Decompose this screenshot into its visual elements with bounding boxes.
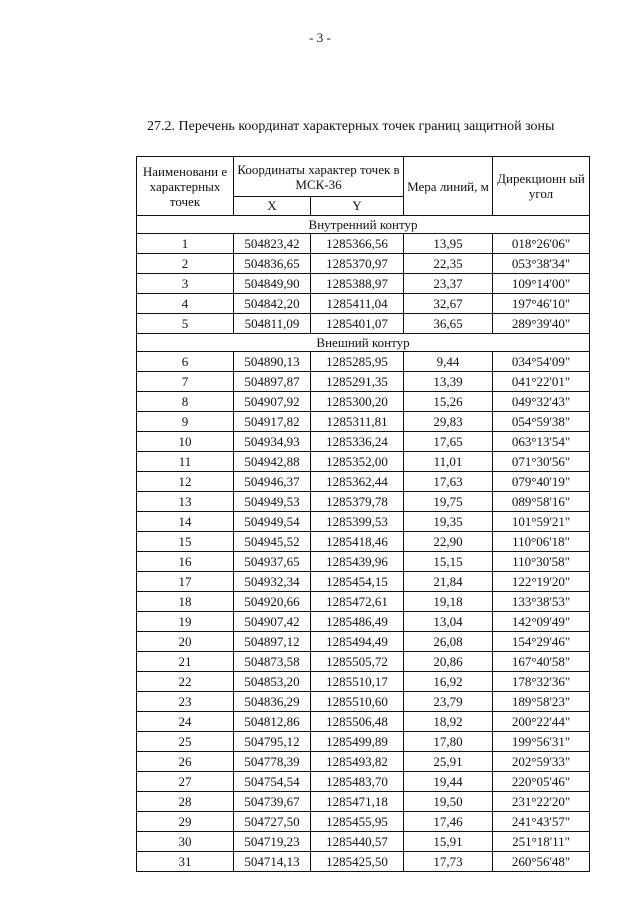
cell-point-number: 28 bbox=[137, 792, 234, 812]
table-row bbox=[137, 652, 590, 672]
cell-direction-angle: 260°56'48" bbox=[493, 852, 590, 872]
header-line-length: Мера линий, м bbox=[404, 157, 493, 216]
cell-point-number: 10 bbox=[137, 432, 234, 452]
cell-x: 504920,66 bbox=[234, 592, 311, 612]
table-row bbox=[137, 432, 590, 452]
cell-y: 1285352,00 bbox=[311, 452, 404, 472]
cell-y: 1285300,20 bbox=[311, 392, 404, 412]
table-row bbox=[137, 492, 590, 512]
cell-x: 504836,65 bbox=[234, 254, 311, 274]
cell-line-length: 22,90 bbox=[404, 532, 493, 552]
cell-point-number: 1 bbox=[137, 234, 234, 254]
cell-point-number: 30 bbox=[137, 832, 234, 852]
table-row bbox=[137, 532, 590, 552]
table-row bbox=[137, 672, 590, 692]
cell-point-number: 8 bbox=[137, 392, 234, 412]
cell-x: 504739,67 bbox=[234, 792, 311, 812]
cell-point-number: 3 bbox=[137, 274, 234, 294]
cell-direction-angle: 110°06'18" bbox=[493, 532, 590, 552]
cell-line-length: 29,83 bbox=[404, 412, 493, 432]
cell-point-number: 7 bbox=[137, 372, 234, 392]
section-row bbox=[137, 334, 590, 352]
table-caption: 27.2. Перечень координат характерных точек границ защитной зоны bbox=[147, 119, 555, 134]
cell-x: 504907,42 bbox=[234, 612, 311, 632]
cell-direction-angle: 167°40'58" bbox=[493, 652, 590, 672]
cell-x: 504907,92 bbox=[234, 392, 311, 412]
cell-line-length: 21,84 bbox=[404, 572, 493, 592]
cell-direction-angle: 054°59'38" bbox=[493, 412, 590, 432]
cell-line-length: 18,92 bbox=[404, 712, 493, 732]
cell-point-number: 23 bbox=[137, 692, 234, 712]
cell-point-number: 24 bbox=[137, 712, 234, 732]
cell-y: 1285285,95 bbox=[311, 352, 404, 372]
cell-direction-angle: 220°05'46" bbox=[493, 772, 590, 792]
cell-y: 1285311,81 bbox=[311, 412, 404, 432]
table-row bbox=[137, 752, 590, 772]
cell-line-length: 19,35 bbox=[404, 512, 493, 532]
cell-y: 1285401,07 bbox=[311, 314, 404, 334]
section-title: Внутренний контур bbox=[137, 216, 590, 234]
table-row bbox=[137, 812, 590, 832]
cell-point-number: 18 bbox=[137, 592, 234, 612]
table-row bbox=[137, 392, 590, 412]
cell-line-length: 22,35 bbox=[404, 254, 493, 274]
cell-direction-angle: 049°32'43" bbox=[493, 392, 590, 412]
table-row bbox=[137, 412, 590, 432]
cell-y: 1285494,49 bbox=[311, 632, 404, 652]
cell-direction-angle: 109°14'00" bbox=[493, 274, 590, 294]
cell-line-length: 17,46 bbox=[404, 812, 493, 832]
cell-point-number: 9 bbox=[137, 412, 234, 432]
cell-line-length: 17,65 bbox=[404, 432, 493, 452]
cell-point-number: 27 bbox=[137, 772, 234, 792]
cell-direction-angle: 142°09'49" bbox=[493, 612, 590, 632]
cell-point-number: 4 bbox=[137, 294, 234, 314]
cell-point-number: 15 bbox=[137, 532, 234, 552]
cell-line-length: 23,37 bbox=[404, 274, 493, 294]
cell-y: 1285362,44 bbox=[311, 472, 404, 492]
table-row bbox=[137, 234, 590, 254]
table-row bbox=[137, 612, 590, 632]
cell-y: 1285379,78 bbox=[311, 492, 404, 512]
cell-line-length: 15,91 bbox=[404, 832, 493, 852]
cell-direction-angle: 189°58'23" bbox=[493, 692, 590, 712]
cell-line-length: 20,86 bbox=[404, 652, 493, 672]
cell-line-length: 19,50 bbox=[404, 792, 493, 812]
table-row bbox=[137, 472, 590, 492]
cell-y: 1285399,53 bbox=[311, 512, 404, 532]
cell-line-length: 17,73 bbox=[404, 852, 493, 872]
cell-direction-angle: 101°59'21" bbox=[493, 512, 590, 532]
header-x: X bbox=[234, 197, 311, 216]
cell-direction-angle: 133°38'53" bbox=[493, 592, 590, 612]
cell-y: 1285388,97 bbox=[311, 274, 404, 294]
page-number: - 3 - bbox=[309, 30, 331, 45]
cell-line-length: 13,95 bbox=[404, 234, 493, 254]
cell-point-number: 17 bbox=[137, 572, 234, 592]
cell-y: 1285506,48 bbox=[311, 712, 404, 732]
table-row bbox=[137, 274, 590, 294]
table-row bbox=[137, 314, 590, 334]
table-row bbox=[137, 552, 590, 572]
cell-x: 504836,29 bbox=[234, 692, 311, 712]
cell-direction-angle: 178°32'36" bbox=[493, 672, 590, 692]
cell-y: 1285510,60 bbox=[311, 692, 404, 712]
table-row bbox=[137, 832, 590, 852]
cell-line-length: 36,65 bbox=[404, 314, 493, 334]
section-row bbox=[137, 216, 590, 234]
cell-y: 1285472,61 bbox=[311, 592, 404, 612]
cell-x: 504842,20 bbox=[234, 294, 311, 314]
cell-direction-angle: 034°54'09" bbox=[493, 352, 590, 372]
cell-point-number: 29 bbox=[137, 812, 234, 832]
cell-point-number: 31 bbox=[137, 852, 234, 872]
cell-direction-angle: 079°40'19" bbox=[493, 472, 590, 492]
cell-y: 1285486,49 bbox=[311, 612, 404, 632]
cell-line-length: 32,67 bbox=[404, 294, 493, 314]
cell-line-length: 9,44 bbox=[404, 352, 493, 372]
cell-x: 504714,13 bbox=[234, 852, 311, 872]
table-row bbox=[137, 712, 590, 732]
cell-direction-angle: 251°18'11" bbox=[493, 832, 590, 852]
cell-y: 1285336,24 bbox=[311, 432, 404, 452]
cell-point-number: 13 bbox=[137, 492, 234, 512]
cell-point-number: 14 bbox=[137, 512, 234, 532]
cell-line-length: 17,80 bbox=[404, 732, 493, 752]
table-row bbox=[137, 254, 590, 274]
cell-x: 504853,20 bbox=[234, 672, 311, 692]
cell-direction-angle: 122°19'20" bbox=[493, 572, 590, 592]
cell-direction-angle: 041°22'01" bbox=[493, 372, 590, 392]
cell-line-length: 13,39 bbox=[404, 372, 493, 392]
cell-x: 504778,39 bbox=[234, 752, 311, 772]
cell-y: 1285455,95 bbox=[311, 812, 404, 832]
cell-point-number: 11 bbox=[137, 452, 234, 472]
cell-point-number: 25 bbox=[137, 732, 234, 752]
cell-line-length: 25,91 bbox=[404, 752, 493, 772]
cell-y: 1285370,97 bbox=[311, 254, 404, 274]
cell-line-length: 19,75 bbox=[404, 492, 493, 512]
table-row bbox=[137, 572, 590, 592]
cell-line-length: 17,63 bbox=[404, 472, 493, 492]
cell-direction-angle: 289°39'40" bbox=[493, 314, 590, 334]
cell-direction-angle: 018°26'06" bbox=[493, 234, 590, 254]
table-row bbox=[137, 372, 590, 392]
cell-y: 1285499,89 bbox=[311, 732, 404, 752]
header-coordinates: Координаты характер точек в МСК-36 bbox=[234, 157, 404, 197]
cell-line-length: 23,79 bbox=[404, 692, 493, 712]
table-row bbox=[137, 512, 590, 532]
cell-point-number: 26 bbox=[137, 752, 234, 772]
cell-direction-angle: 197°46'10" bbox=[493, 294, 590, 314]
cell-point-number: 5 bbox=[137, 314, 234, 334]
header-direction-angle: Дирекционн ый угол bbox=[493, 157, 590, 216]
cell-x: 504949,53 bbox=[234, 492, 311, 512]
cell-line-length: 26,08 bbox=[404, 632, 493, 652]
cell-direction-angle: 154°29'46" bbox=[493, 632, 590, 652]
table-row bbox=[137, 732, 590, 752]
cell-line-length: 15,26 bbox=[404, 392, 493, 412]
table-row bbox=[137, 352, 590, 372]
cell-x: 504932,34 bbox=[234, 572, 311, 592]
table-row bbox=[137, 852, 590, 872]
header-point-name: Наименовани е характерных точек bbox=[137, 157, 234, 216]
cell-y: 1285418,46 bbox=[311, 532, 404, 552]
table-row bbox=[137, 792, 590, 812]
table-row bbox=[137, 632, 590, 652]
cell-y: 1285425,50 bbox=[311, 852, 404, 872]
cell-direction-angle: 110°30'58" bbox=[493, 552, 590, 572]
cell-y: 1285454,15 bbox=[311, 572, 404, 592]
cell-x: 504890,13 bbox=[234, 352, 311, 372]
header-y: Y bbox=[311, 197, 404, 216]
cell-direction-angle: 200°22'44" bbox=[493, 712, 590, 732]
cell-y: 1285439,96 bbox=[311, 552, 404, 572]
cell-y: 1285471,18 bbox=[311, 792, 404, 812]
cell-x: 504754,54 bbox=[234, 772, 311, 792]
cell-x: 504719,23 bbox=[234, 832, 311, 852]
cell-point-number: 16 bbox=[137, 552, 234, 572]
cell-x: 504849,90 bbox=[234, 274, 311, 294]
cell-y: 1285440,57 bbox=[311, 832, 404, 852]
cell-y: 1285411,04 bbox=[311, 294, 404, 314]
cell-y: 1285493,82 bbox=[311, 752, 404, 772]
table-row bbox=[137, 592, 590, 612]
cell-y: 1285505,72 bbox=[311, 652, 404, 672]
cell-direction-angle: 089°58'16" bbox=[493, 492, 590, 512]
table-row bbox=[137, 294, 590, 314]
cell-point-number: 21 bbox=[137, 652, 234, 672]
cell-x: 504945,52 bbox=[234, 532, 311, 552]
cell-x: 504946,37 bbox=[234, 472, 311, 492]
cell-x: 504942,88 bbox=[234, 452, 311, 472]
cell-x: 504727,50 bbox=[234, 812, 311, 832]
cell-line-length: 19,18 bbox=[404, 592, 493, 612]
cell-x: 504812,86 bbox=[234, 712, 311, 732]
cell-line-length: 15,15 bbox=[404, 552, 493, 572]
table-row bbox=[137, 772, 590, 792]
cell-line-length: 19,44 bbox=[404, 772, 493, 792]
table-row bbox=[137, 452, 590, 472]
cell-x: 504937,65 bbox=[234, 552, 311, 572]
cell-point-number: 19 bbox=[137, 612, 234, 632]
cell-point-number: 20 bbox=[137, 632, 234, 652]
cell-x: 504873,58 bbox=[234, 652, 311, 672]
cell-direction-angle: 071°30'56" bbox=[493, 452, 590, 472]
cell-direction-angle: 231°22'20" bbox=[493, 792, 590, 812]
cell-x: 504897,12 bbox=[234, 632, 311, 652]
cell-line-length: 13,04 bbox=[404, 612, 493, 632]
cell-x: 504811,09 bbox=[234, 314, 311, 334]
cell-direction-angle: 053°38'34" bbox=[493, 254, 590, 274]
cell-point-number: 12 bbox=[137, 472, 234, 492]
cell-y: 1285291,35 bbox=[311, 372, 404, 392]
cell-direction-angle: 241°43'57" bbox=[493, 812, 590, 832]
cell-direction-angle: 063°13'54" bbox=[493, 432, 590, 452]
cell-x: 504823,42 bbox=[234, 234, 311, 254]
cell-x: 504949,54 bbox=[234, 512, 311, 532]
cell-direction-angle: 199°56'31" bbox=[493, 732, 590, 752]
cell-x: 504795,12 bbox=[234, 732, 311, 752]
cell-x: 504897,87 bbox=[234, 372, 311, 392]
coordinates-table bbox=[136, 156, 590, 872]
cell-y: 1285366,56 bbox=[311, 234, 404, 254]
cell-line-length: 16,92 bbox=[404, 672, 493, 692]
section-title: Внешний контур bbox=[137, 334, 590, 352]
cell-y: 1285483,70 bbox=[311, 772, 404, 792]
cell-point-number: 22 bbox=[137, 672, 234, 692]
cell-y: 1285510,17 bbox=[311, 672, 404, 692]
table-row bbox=[137, 692, 590, 712]
cell-line-length: 11,01 bbox=[404, 452, 493, 472]
cell-x: 504934,93 bbox=[234, 432, 311, 452]
cell-x: 504917,82 bbox=[234, 412, 311, 432]
cell-point-number: 6 bbox=[137, 352, 234, 372]
cell-direction-angle: 202°59'33" bbox=[493, 752, 590, 772]
cell-point-number: 2 bbox=[137, 254, 234, 274]
